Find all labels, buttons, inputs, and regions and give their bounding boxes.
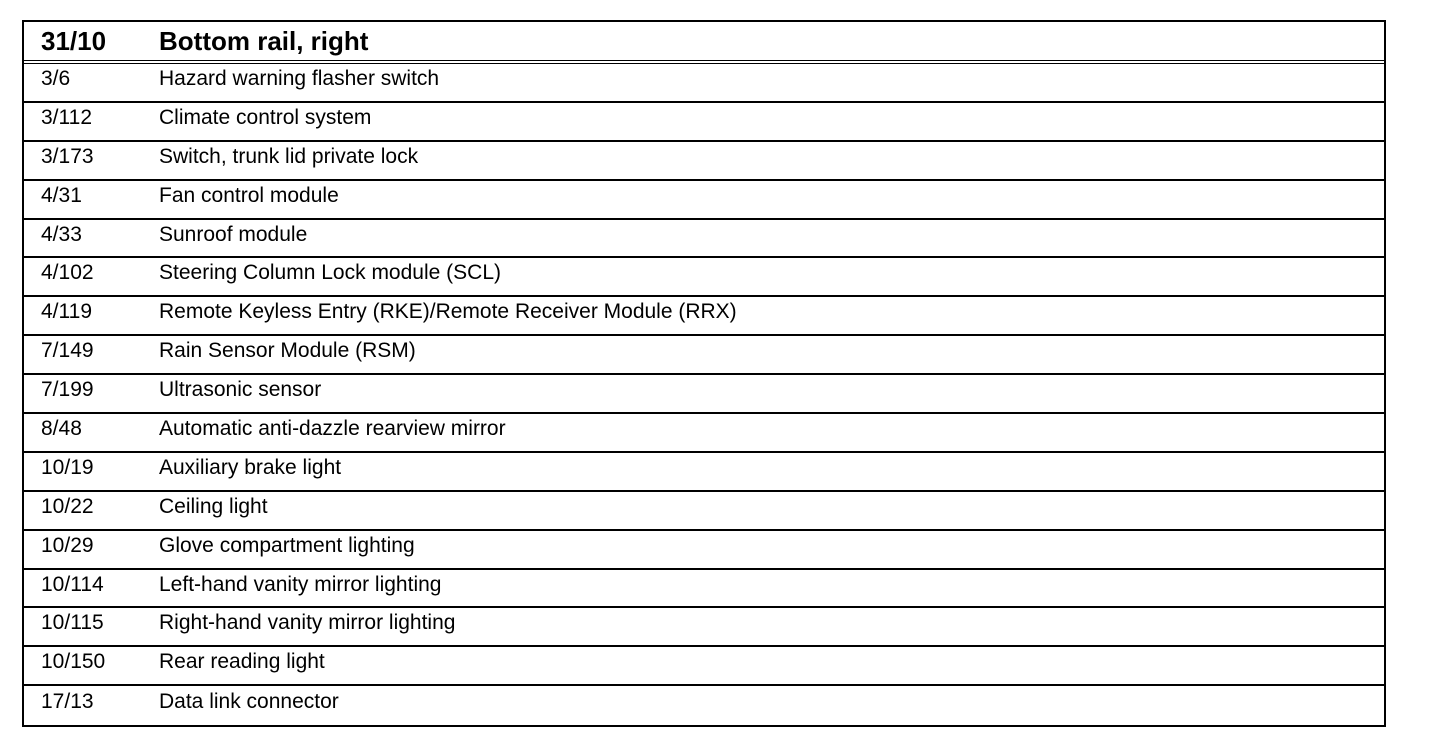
- row-code: 8/48: [41, 416, 82, 440]
- row-code: 10/150: [41, 650, 106, 674]
- table-row: [24, 453, 1384, 492]
- row-description: Sunroof module: [159, 222, 308, 246]
- row-description: Data link connector: [159, 690, 339, 714]
- row-code: 7/199: [41, 378, 94, 402]
- table-row: [24, 686, 1384, 725]
- row-description: Left-hand vanity mirror lighting: [159, 572, 442, 596]
- row-code: 10/115: [41, 611, 104, 635]
- row-description: Auxiliary brake light: [159, 455, 342, 479]
- row-code: 4/33: [41, 222, 82, 246]
- row-description: Automatic anti-dazzle rearview mirror: [159, 416, 506, 440]
- table-row: [24, 414, 1384, 453]
- row-description: Rain Sensor Module (RSM): [159, 339, 416, 363]
- row-description: Remote Keyless Entry (RKE)/Remote Receiver Module (RRX): [159, 300, 737, 324]
- row-code: 3/6: [41, 66, 71, 90]
- table-row: [24, 531, 1384, 570]
- row-code: 10/114: [41, 572, 104, 596]
- row-description: Rear reading light: [159, 650, 325, 674]
- row-code: 3/112: [41, 105, 92, 129]
- row-description: Fan control module: [159, 183, 339, 207]
- table-row: [24, 297, 1384, 336]
- table-row: [24, 103, 1384, 142]
- header-code: 31/10: [41, 25, 107, 56]
- row-description: Right-hand vanity mirror lighting: [159, 611, 456, 635]
- table-row: [24, 181, 1384, 220]
- table-header: [24, 22, 1384, 64]
- row-description: Ceiling light: [159, 494, 268, 518]
- row-code: 10/29: [41, 533, 94, 557]
- component-table: [22, 20, 1386, 727]
- row-description: Hazard warning flasher switch: [159, 66, 440, 90]
- row-code: 17/13: [41, 690, 94, 714]
- row-code: 7/149: [41, 339, 94, 363]
- table-row: [24, 220, 1384, 259]
- row-description: Glove compartment lighting: [159, 533, 415, 557]
- table-row: [24, 647, 1384, 686]
- row-description: Climate control system: [159, 105, 372, 129]
- table-row: [24, 258, 1384, 297]
- row-code: 3/173: [41, 144, 94, 168]
- row-code: 4/102: [41, 261, 94, 285]
- table-row: [24, 336, 1384, 375]
- table-row: [24, 375, 1384, 414]
- row-code: 10/22: [41, 494, 94, 518]
- table-row: [24, 492, 1384, 531]
- row-code: 4/31: [41, 183, 82, 207]
- row-code: 4/119: [41, 300, 92, 324]
- header-title: Bottom rail, right: [159, 25, 369, 56]
- row-description: Ultrasonic sensor: [159, 378, 322, 402]
- row-description: Steering Column Lock module (SCL): [159, 261, 501, 285]
- row-code: 10/19: [41, 455, 94, 479]
- row-description: Switch, trunk lid private lock: [159, 144, 419, 168]
- table-row: [24, 64, 1384, 103]
- table-row: [24, 142, 1384, 181]
- table-row: [24, 608, 1384, 647]
- table-row: [24, 570, 1384, 609]
